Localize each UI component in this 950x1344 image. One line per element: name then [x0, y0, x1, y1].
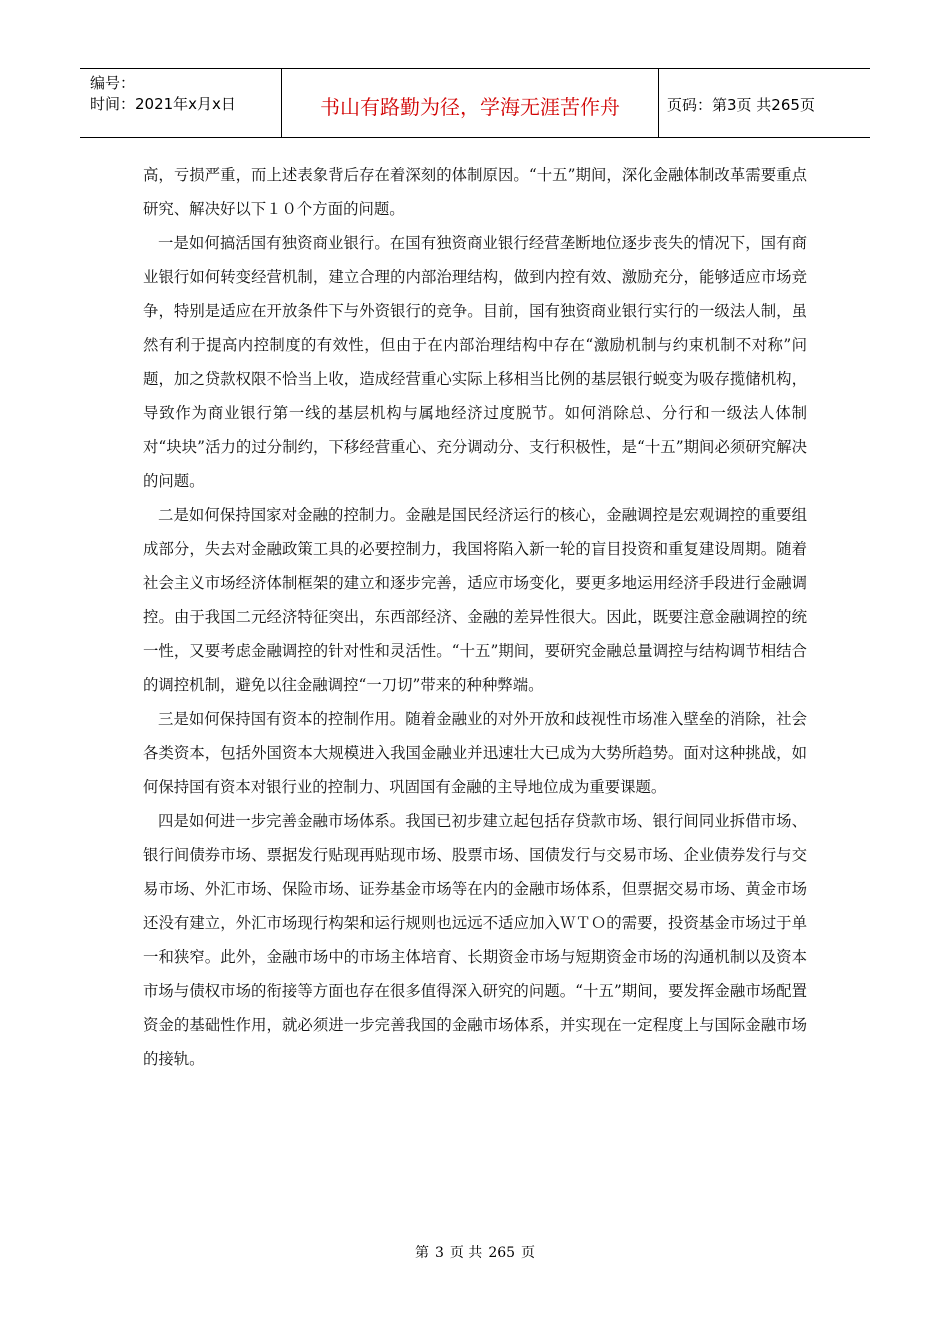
footer-page-number: 3 — [434, 1245, 444, 1261]
document-date: 时间：2021年x月x日 — [90, 95, 236, 113]
paragraph-continuation: 高，亏损严重，而上述表象背后存在着深刻的体制原因。“十五”期间，深化金融体制改革需要重点研究、解决好以下１０个方面的问题。 — [143, 166, 807, 218]
paragraph-point-3: 三是如何保持国有资本的控制作用。随着金融业的对外开放和歧视性市场准入壁垒的消除，社会各类资本，包括外国资本大规模进入我国金融业并迅速壮大已成为大势所趋势。面对这种挑战，如何保持国有资本对银行业的控制力、巩固国有金融的主导地位成为重要课题。 — [143, 710, 807, 796]
header-page-cell — [659, 69, 870, 137]
page-footer — [0, 1242, 950, 1262]
header-slogan: 书山有路勤为径，学海无涯苦作舟 — [320, 95, 620, 119]
footer-suffix: 页 — [521, 1245, 536, 1261]
header-slogan-cell — [282, 69, 659, 137]
paragraph-point-1: 一是如何搞活国有独资商业银行。在国有独资商业银行经营垄断地位逐步丧失的情况下，国有商业银行如何转变经营机制，建立合理的内部治理结构，做到内控有效、激励充分，能够适应市场竞争，特别是适应在开放条件下与外资银行的竞争。目前，国有独资商业银行实行的一级法人制，虽然有利于提高内控制度的有效性，但由于在内部治理结构中存在“激励机制与约束机制不对称”问题，加之贷款权限不恰当上收，造成经营重心实际上移相当比例的基层银行蜕变为吸存揽储机构，导致作为商业银行第一线的基层机构与属地经济过度脱节。如何消除总、分行和一级法人体制对“块块”活力的过分制约，下移经营重心、充分调动分、支行积极性，是“十五”期间必须研究解决的问题。 — [143, 234, 807, 490]
page-header — [80, 68, 870, 138]
paragraph-point-2: 二是如何保持国家对金融的控制力。金融是国民经济运行的核心，金融调控是宏观调控的重要组成部分，失去对金融政策工具的必要控制力，我国将陷入新一轮的盲目投资和重复建设周期。随着社会主义市场经济体制框架的建立和逐步完善，适应市场变化，要更多地运用经济手段进行金融调控。由于我国二元经济特征突出，东西部经济、金融的差异性很大。因此，既要注意金融调控的统一性，又要考虑金融调控的针对性和灵活性。“十五”期间，要研究金融总量调控与结构调节相结合的调控机制，避免以往金融调控“一刀切”带来的种种弊端。 — [143, 506, 807, 694]
header-meta-cell — [80, 69, 282, 137]
footer-middle: 页 共 — [449, 1245, 483, 1261]
footer-total-pages: 265 — [488, 1245, 516, 1261]
paragraph-point-4: 四是如何进一步完善金融市场体系。我国已初步建立起包括存贷款市场、银行间同业拆借市场、银行间债券市场、票据发行贴现再贴现市场、股票市场、国债发行与交易市场、企业债券发行与交易市场、外汇市场、保险市场、证券基金市场等在内的金融市场体系，但票据交易市场、黄金市场还没有建立，外汇市场现行构架和运行规则也远远不适应加入ＷＴＯ的需要，投资基金市场过于单一和狭窄。此外，金融市场中的市场主体培育、长期资金市场与短期资金市场的沟通机制以及资本市场与债权市场的衔接等方面也存在很多值得深入研究的问题。“十五”期间，要发挥金融市场配置资金的基础性作用，就必须进一步完善我国的金融市场体系，并实现在一定程度上与国际金融市场的接轨。 — [143, 812, 807, 1068]
header-page-info: 页码：第3页 共265页 — [667, 96, 815, 114]
document-body — [143, 158, 807, 1076]
document-number-label: 编号： — [90, 74, 136, 92]
footer-prefix: 第 — [414, 1245, 429, 1261]
